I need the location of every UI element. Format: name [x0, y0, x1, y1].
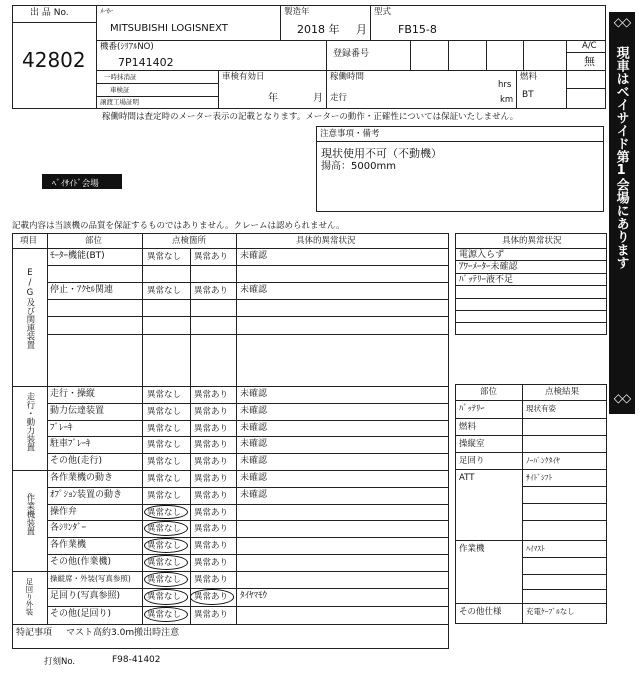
row-divider — [47, 588, 449, 589]
row-detail: 未確認 — [240, 456, 268, 467]
banner-diamonds-bottom: ◇◇ — [613, 391, 631, 405]
right-panel-divider — [455, 310, 607, 311]
ng-cell: 異常あり — [194, 286, 229, 297]
results-divider — [455, 469, 607, 470]
ng-cell: 異常あり — [194, 440, 229, 451]
ng-cell: 異常あり — [194, 575, 229, 585]
ok-cell: 異常なし — [147, 609, 182, 620]
ok-cell: 異常なし — [147, 457, 182, 468]
row-divider — [47, 537, 449, 538]
results-part: ﾊﾞｯﾃﾘｰ — [459, 404, 485, 414]
results-divider — [455, 452, 607, 453]
ng-cell: 異常あり — [194, 524, 229, 535]
row-part: 各作業機 — [50, 540, 87, 551]
results-part: その他仕様 — [459, 607, 502, 617]
right-panel-divider — [455, 322, 607, 323]
row-part: 動力伝達装置 — [50, 405, 105, 416]
special-text: マスト高約3.0m搬出時注意 — [66, 628, 180, 638]
row-divider — [47, 282, 449, 283]
right-panel-title: 具体的異常状況 — [502, 236, 562, 246]
row-divider — [47, 504, 449, 505]
col-part-header: 部位 — [85, 236, 103, 246]
results-divider — [455, 540, 607, 541]
row-divider — [47, 487, 449, 488]
ok-circle — [144, 589, 188, 604]
ng-cell: 異常あり — [194, 609, 229, 620]
row-divider — [47, 334, 449, 335]
row-part: 走行・操縦 — [50, 389, 96, 399]
banner-diamonds-top: ◇◇ — [613, 15, 631, 29]
ok-cell: 異常なし — [147, 490, 182, 501]
ok-cell: 異常なし — [147, 575, 182, 585]
row-part: ﾌﾞﾚｰｷ — [50, 422, 73, 433]
results-subdivider — [522, 574, 607, 575]
maker: MITSUBISHI LOGISNEXT — [110, 23, 228, 34]
row-detail: 未確認 — [240, 422, 268, 433]
group-divider — [12, 571, 449, 572]
row-detail: 未確認 — [240, 251, 268, 261]
ok-cell: 異常なし — [147, 524, 182, 535]
ng-cell: 異常あり — [194, 558, 229, 568]
fuel-label: 燃料 — [520, 72, 538, 82]
results-result-header: 点検結果 — [545, 387, 580, 397]
results-panel — [455, 384, 607, 624]
row-divider — [47, 436, 449, 437]
row-detail: 未確認 — [240, 473, 268, 483]
group4-label: 足回り外装 — [24, 578, 34, 616]
ng-cell: 異常あり — [194, 457, 229, 468]
serial: 7P141402 — [118, 56, 174, 69]
notes-title: 注意事項・備考 — [320, 129, 380, 139]
row-detail: ﾀｲﾔﾏﾓｳ — [240, 591, 268, 602]
right-panel-divider — [455, 298, 607, 299]
col-item-header: 項目 — [20, 236, 38, 246]
ok-cell: 異常なし — [147, 558, 182, 568]
row-part: その他(走行) — [50, 456, 103, 467]
fuel-value: BT — [522, 90, 534, 100]
row-detail: 未確認 — [240, 285, 268, 296]
results-subdivider — [522, 557, 607, 558]
results-subdivider — [522, 503, 607, 504]
row-divider — [47, 554, 449, 555]
ng-cell: 異常あり — [194, 406, 229, 417]
right-panel-divider — [455, 273, 607, 274]
ng-cell: 異常あり — [194, 252, 229, 262]
reg-label: 登録番号 — [333, 49, 370, 59]
row-detail: 未確認 — [240, 405, 268, 416]
hours-label: 稼働時間 — [330, 72, 365, 82]
group1-label: E/G及び関連装置 — [24, 268, 35, 349]
row-part: 足回り(写真参照) — [50, 591, 121, 602]
ng-cell: 異常あり — [194, 474, 229, 484]
results-part: 作業機 — [459, 544, 485, 554]
product-no: 42802 — [22, 48, 86, 72]
row-divider — [47, 265, 449, 266]
ok-cell: 異常なし — [147, 592, 182, 603]
banner-text: 現車はベイサイド第1会場にあります — [613, 46, 629, 269]
ok-cell: 異常なし — [147, 286, 182, 297]
serial-label: 機番(ｼﾘｱﾙNO) — [100, 42, 154, 52]
row-divider — [47, 520, 449, 521]
year-label: 製造年 — [284, 7, 310, 17]
model: FB15-8 — [398, 23, 437, 36]
row-divider — [47, 403, 449, 404]
product-no-label: 出 品 No. — [30, 8, 69, 18]
results-value: ｻｲﾄﾞｼﾌﾄ — [526, 473, 553, 482]
results-value: ﾉｰﾊﾟﾝｸﾀｲﾔ — [526, 456, 560, 465]
group2-label: 走行・動力装置 — [24, 392, 35, 452]
results-subdivider — [522, 486, 607, 487]
ng-cell: 異常あり — [194, 423, 229, 434]
site-badge — [42, 174, 122, 189]
row-divider — [47, 420, 449, 421]
col-detail-header: 具体的異常状況 — [296, 236, 356, 246]
expiry-month-suffix: 月 — [313, 93, 323, 104]
row-part: 駐車ﾌﾞﾚｰｷ — [50, 439, 91, 450]
results-divider — [455, 435, 607, 436]
row-part: 各ｼﾘﾝﾀﾞｰ — [50, 523, 87, 534]
notes-line1: 現状使用不可（不動機） — [321, 147, 442, 160]
results-subdivider — [522, 520, 607, 521]
results-part-header: 部位 — [480, 387, 498, 397]
ng-cell: 異常あり — [194, 390, 229, 400]
quality-note: 記載内容は当該機の品質を保証するものではありません。クレームは認められません。 — [12, 221, 345, 231]
results-part: ATT — [459, 473, 475, 483]
stamp-label: 打刻No. — [44, 657, 76, 667]
month-suffix: 月 — [356, 23, 367, 36]
row-part: 各作業機の動き — [50, 473, 114, 483]
results-divider — [455, 418, 607, 419]
row-divider — [47, 316, 449, 317]
ok-circle — [144, 607, 188, 622]
group-divider — [12, 386, 449, 387]
site-badge-label: ﾍﾞｲｻｲﾄﾞ会場 — [52, 179, 99, 189]
results-subdivider — [522, 589, 607, 590]
ok-cell: 異常なし — [147, 390, 182, 400]
inspection-cert-label: 車検証 — [110, 86, 130, 94]
right-panel-line: 電源入らず — [459, 250, 505, 260]
ac-label: A/C — [582, 41, 597, 51]
ok-cell: 異常なし — [147, 440, 182, 451]
inspection-expiry-label: 車検有効日 — [222, 72, 265, 82]
group-divider — [12, 470, 449, 471]
row-detail: 未確認 — [240, 439, 268, 450]
row-divider — [47, 453, 449, 454]
notes-line2: 揚高：5000mm — [321, 161, 396, 172]
row-divider — [47, 606, 449, 607]
model-label: 型式 — [374, 7, 392, 17]
right-panel-line: ｱﾜｰﾒｰﾀｰ未確認 — [459, 262, 518, 273]
ac-value: 無 — [584, 55, 595, 68]
ok-circle — [144, 538, 188, 553]
ok-cell: 異常なし — [147, 474, 182, 484]
results-value: 現状有姿 — [526, 404, 556, 413]
transfer-cert-label: 譲渡工場証明 — [100, 98, 139, 106]
special-label: 特記事項 — [16, 628, 53, 638]
ng-cell: 異常あり — [194, 541, 229, 552]
right-panel-divider — [455, 285, 607, 286]
group3-label: 作業機装置 — [24, 493, 35, 536]
row-detail: 未確認 — [240, 489, 268, 500]
ok-circle — [144, 555, 188, 570]
results-part: 燃料 — [459, 422, 477, 432]
row-part: 操縦席・外装(写真参照) — [50, 574, 131, 583]
ok-cell: 異常なし — [147, 406, 182, 417]
expiry-year-suffix: 年 — [268, 93, 278, 104]
right-panel-line: ﾊﾞｯﾃﾘｰ液不足 — [459, 274, 514, 285]
results-part: 操縦室 — [459, 439, 485, 449]
row-part: ﾓｰﾀｰ機能(BT) — [50, 251, 105, 261]
results-value: ﾊｲﾏｽﾄ — [526, 544, 545, 553]
hrs-unit: hrs — [498, 80, 512, 90]
row-part: その他(作業機) — [50, 557, 112, 567]
row-part: ｵﾌﾟｼｮﾝ装置の動き — [50, 489, 123, 500]
row-part: その他(足回り) — [50, 608, 112, 619]
ok-cell: 異常なし — [147, 252, 182, 262]
group-divider — [12, 248, 449, 249]
ng-cell: 異常あり — [194, 507, 229, 518]
ok-cell: 異常なし — [147, 423, 182, 434]
row-part: 停止・ｱｸｾﾙ関連 — [50, 285, 114, 296]
results-divider — [455, 603, 607, 604]
results-value: 充電ｹｰﾌﾞﾙなし — [526, 607, 575, 616]
stamp-value: F98-41402 — [112, 655, 161, 665]
ok-cell: 異常なし — [147, 507, 182, 518]
travel-label: 走行 — [330, 93, 348, 103]
ng-cell: 異常あり — [194, 490, 229, 501]
hours-note: 稼働時間は査定時のメーター表示の記載となります。メーターの動作・正確性については保証いたしません。 — [102, 112, 519, 122]
row-divider — [47, 299, 449, 300]
temp-reg-label: 一時抹消証 — [104, 73, 137, 81]
side-banner — [609, 12, 635, 414]
results-part: 足回り — [459, 456, 485, 466]
row-part: 操作弁 — [50, 506, 78, 517]
ok-cell: 異常なし — [147, 541, 182, 552]
km-unit: km — [500, 95, 514, 105]
maker-label: ﾒｰｶｰ — [100, 7, 113, 15]
col-check-header: 点検箇所 — [172, 236, 207, 246]
year: 2018 年 — [297, 23, 340, 36]
ng-cell: 異常あり — [194, 592, 229, 603]
row-detail: 未確認 — [240, 389, 268, 399]
ng-circle — [190, 589, 234, 604]
